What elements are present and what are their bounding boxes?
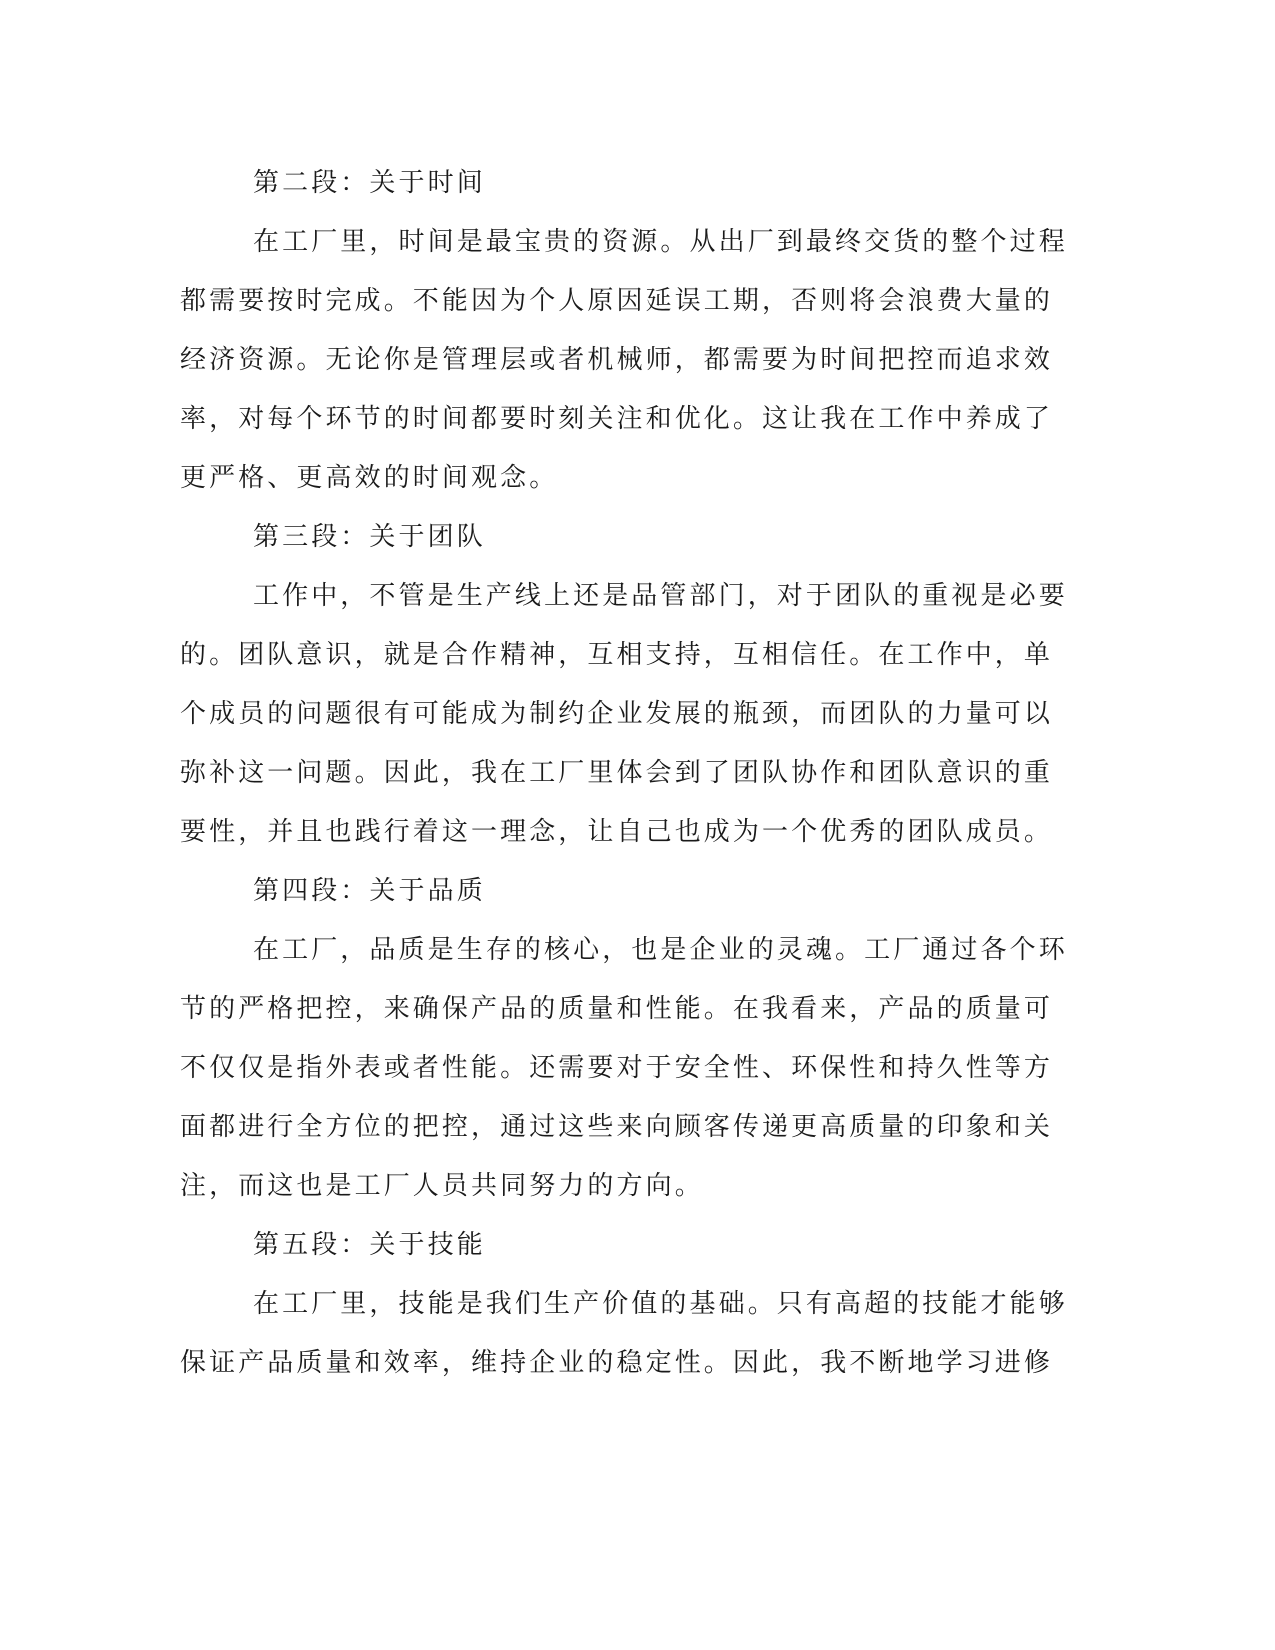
section-time — [180, 154, 1068, 508]
paragraph-line: 不仅仅是指外表或者性能。还需要对于安全性、环保性和持久性等方 — [180, 1053, 1054, 1083]
paragraph-line: 的。团队意识，就是合作精神，互相支持，互相信任。在工作中，单 — [180, 640, 1054, 670]
document-body — [180, 154, 1068, 1393]
paragraph-line: 在工厂里，技能是我们生产价值的基础。只有高超的技能才能够 — [253, 1289, 1068, 1319]
section-quality — [180, 862, 1068, 1216]
paragraph-line: 工作中，不管是生产线上还是品管部门，对于团队的重视是必要 — [253, 581, 1068, 611]
paragraph-line: 在工厂，品质是生存的核心，也是企业的灵魂。工厂通过各个环 — [253, 935, 1068, 965]
paragraph-line: 率，对每个环节的时间都要时刻关注和优化。这让我在工作中养成了 — [180, 404, 1054, 434]
section-skills — [180, 1216, 1068, 1393]
section-heading: 第二段：关于时间 — [253, 168, 486, 198]
paragraph-line: 在工厂里，时间是最宝贵的资源。从出厂到最终交货的整个过程 — [253, 227, 1068, 257]
paragraph-line: 注，而这也是工厂人员共同努力的方向。 — [180, 1171, 704, 1201]
section-team — [180, 508, 1068, 862]
section-heading: 第四段：关于品质 — [253, 876, 486, 906]
paragraph-line: 更严格、更高效的时间观念。 — [180, 463, 559, 493]
section-heading: 第三段：关于团队 — [253, 522, 486, 552]
paragraph-line: 个成员的问题很有可能成为制约企业发展的瓶颈，而团队的力量可以 — [180, 699, 1054, 729]
paragraph-line: 保证产品质量和效率，维持企业的稳定性。因此，我不断地学习进修 — [180, 1348, 1054, 1378]
paragraph-line: 节的严格把控，来确保产品的质量和性能。在我看来，产品的质量可 — [180, 994, 1054, 1024]
section-heading: 第五段：关于技能 — [253, 1230, 486, 1260]
paragraph-line: 经济资源。无论你是管理层或者机械师，都需要为时间把控而追求效 — [180, 345, 1054, 375]
paragraph-line: 都需要按时完成。不能因为个人原因延误工期，否则将会浪费大量的 — [180, 286, 1054, 316]
paragraph-line: 弥补这一问题。因此，我在工厂里体会到了团队协作和团队意识的重 — [180, 758, 1054, 788]
paragraph-line: 面都进行全方位的把控，通过这些来向顾客传递更高质量的印象和关 — [180, 1112, 1054, 1142]
paragraph-line: 要性，并且也践行着这一理念，让自己也成为一个优秀的团队成员。 — [180, 817, 1054, 847]
